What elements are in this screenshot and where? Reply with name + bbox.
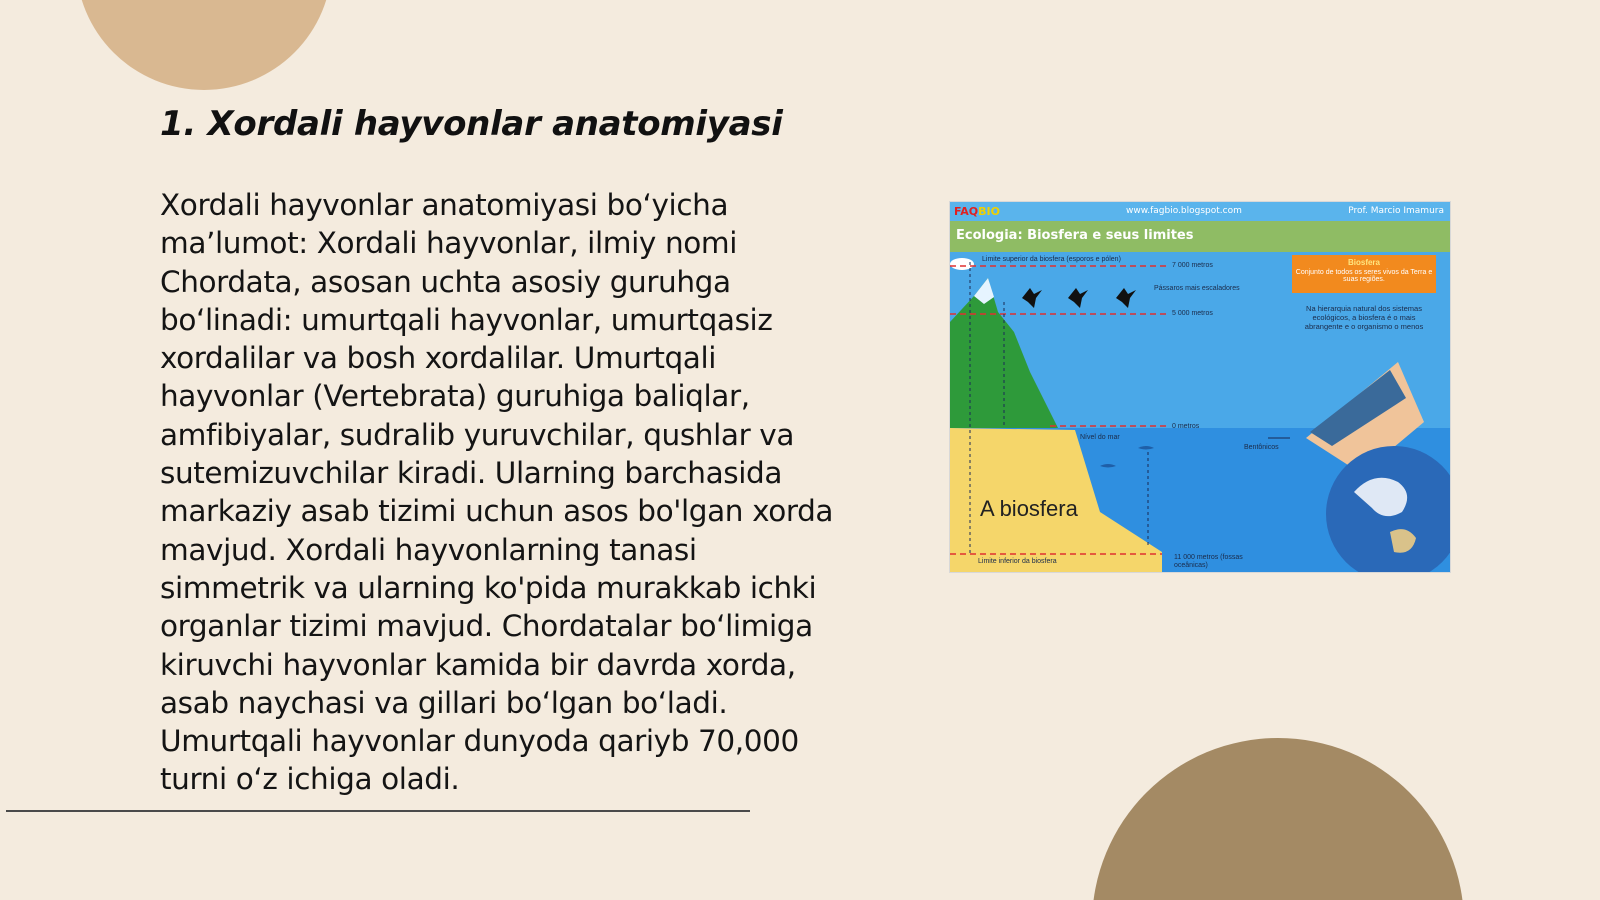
label-benthos: Bentônicos xyxy=(1244,444,1279,451)
definition-box-title: Biosfera xyxy=(1347,258,1380,267)
figure-url: www.fagbio.blogspot.com xyxy=(1126,206,1242,216)
figure-logo-part-a: FAQ xyxy=(954,205,979,218)
label-lower-limit: Limite inferior da biosfera xyxy=(978,558,1057,565)
label-upper-limit: Limite superior da biosfera (esporos e pólen) xyxy=(982,256,1121,263)
figure-logo-part-b: BIO xyxy=(978,205,1000,218)
label-birds-limit: Pássaros mais escaladores xyxy=(1154,285,1240,292)
label-sea-surface: Nível do mar xyxy=(1080,434,1120,441)
decorative-circle-top xyxy=(76,0,332,90)
definition-box-text: Conjunto de todos os seres vivos da Terra e suas regiões. xyxy=(1295,269,1433,283)
label-alt-7000: 7 000 metros xyxy=(1172,262,1213,269)
figure-title-bar xyxy=(950,221,1450,252)
biosphere-label: A biosfera xyxy=(980,496,1078,521)
figure-author: Prof. Marcio Imamura xyxy=(1348,206,1444,216)
decorative-circle-bottom xyxy=(1092,738,1464,900)
slide-body-text: Xordali hayvonlar anatomiyasi bo‘yicha ma’lumot: Xordali hayvonlar, ilmiy nomi Chordata, asosan uchta asosiy guruhga bo‘linadi: umurtqali hayvonlar, umurtqasiz xordalilar va bosh xordalilar. Umurtqali hayvonlar (Vertebrata) guruhiga baliqlar, amfibiyalar, sudralib yuruvchilar, qushlar va sutemizuvchilar kiradi. Ularning barchasida markaziy asab tizimi uchun asos bo'lgan xorda mavjud. Xordali hayvonlarning tanasi simmetrik va ularning ko'pida murakkab ichki organlar tizimi mavjud. Chordatalar bo‘limiga kiruvchi hayvonlar kamida bir davrda xorda, asab naychasi va gillari bo‘lgan bo‘ladi. Umurtqali hayvonlar dunyoda qariyb 70,000 turni o‘z ichiga oladi. xyxy=(160,188,834,797)
label-alt-5000: 5 000 metros xyxy=(1172,310,1213,317)
hierarchy-note: Na hierarquia natural dos sistemas ecológicos, a biosfera é o mais abrangente e o organismo o menos xyxy=(1304,304,1424,331)
slide-title: 1. Xordali hayvonlar anatomiyasi xyxy=(160,104,783,144)
figure-title: Ecologia: Biosfera e seus limites xyxy=(956,228,1194,243)
biosphere-scene xyxy=(950,252,1450,572)
biosphere-definition-box xyxy=(1292,255,1436,293)
label-depth-11000: 11 000 metros (fossas oceânicas) xyxy=(1174,554,1243,569)
divider-line xyxy=(6,810,750,812)
label-alt-0: 0 metros xyxy=(1172,423,1200,430)
figure-header xyxy=(950,202,1450,221)
figure-logo xyxy=(954,205,1000,218)
biosphere-illustration xyxy=(950,202,1450,572)
